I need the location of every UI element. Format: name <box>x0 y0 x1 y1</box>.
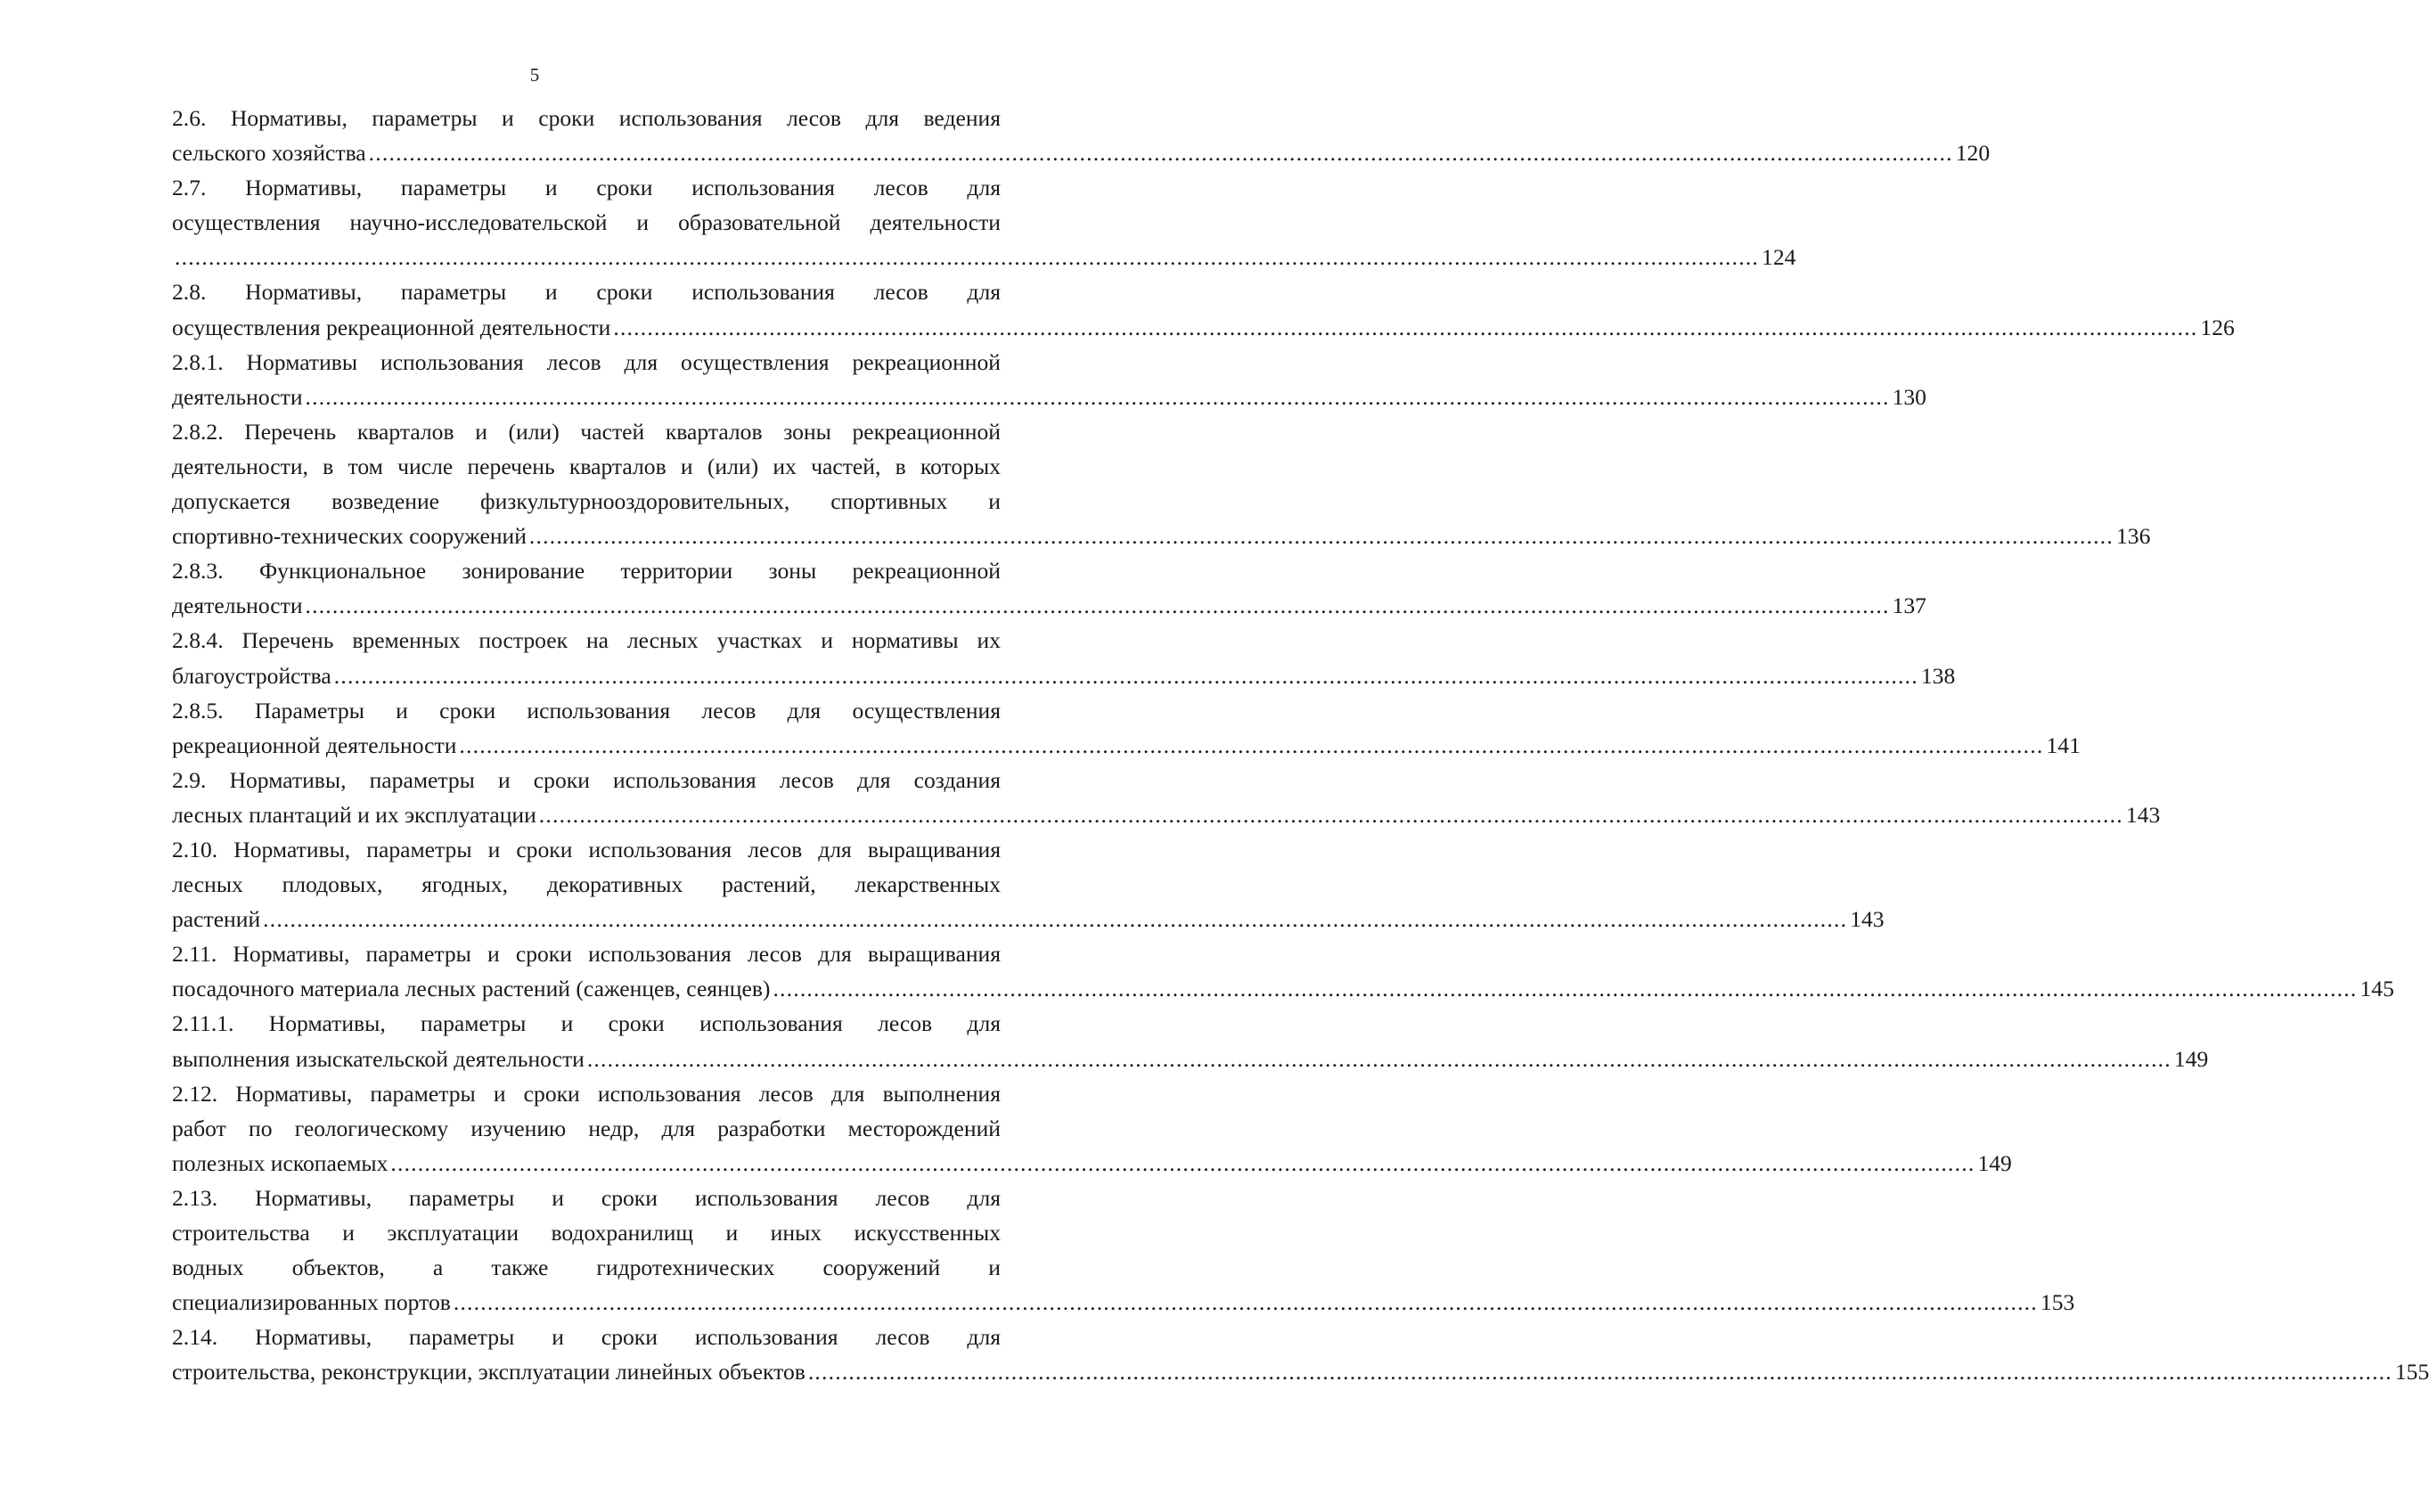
toc-entry-line: деятельности, в том числе перечень кварталов и (или) их частей, в которых <box>172 453 1001 479</box>
toc-entry-line: лесных плодовых, ягодных, декоративных растений, лекарственных <box>172 871 1001 898</box>
toc-entry[interactable] <box>172 832 1885 936</box>
toc-entry-line: 2.11.1. Нормативы, параметры и сроки использования лесов для <box>172 1010 1001 1037</box>
toc-entry-last-line <box>172 797 2161 832</box>
table-of-contents <box>172 101 2429 1389</box>
toc-entry[interactable] <box>172 170 1796 274</box>
toc-page-number: 141 <box>2046 731 2081 758</box>
toc-entry-line: водных объектов, а также гидротехнических сооружений и <box>172 1255 1001 1281</box>
toc-page-number: 124 <box>1762 244 1796 271</box>
dot-leader: .......................................................................................................................................................................................................................................... <box>175 244 1760 271</box>
toc-entry-title-end: сельского хозяйства <box>172 140 366 167</box>
toc-entry-last-line <box>172 380 1926 414</box>
toc-page-number: 126 <box>2200 314 2235 340</box>
toc-entry[interactable] <box>172 1076 2012 1181</box>
toc-entry-last-line <box>172 310 2235 345</box>
dot-leader: .......................................................................................................................................................................................................................................... <box>390 1149 1975 1176</box>
toc-entry-title-end: деятельности <box>172 383 303 410</box>
toc-entry[interactable] <box>172 763 2161 832</box>
toc-page-number: 137 <box>1892 593 1926 619</box>
toc-entry-line: 2.8. Нормативы, параметры и сроки использования лесов для <box>172 279 1001 306</box>
toc-entry-title-end: растений <box>172 906 261 933</box>
toc-entry-line: 2.8.5. Параметры и сроки использования лесов для осуществления <box>172 697 1001 723</box>
toc-entry-line: 2.8.1. Нормативы использования лесов для осуществления рекреационной <box>172 348 1001 375</box>
toc-page-number: 143 <box>2125 801 2161 828</box>
toc-entry-last-line <box>172 1285 2075 1320</box>
toc-page-number: 153 <box>2040 1289 2075 1316</box>
toc-page-number: 145 <box>2359 976 2394 1002</box>
toc-entry-line: 2.14. Нормативы, параметры и сроки использования лесов для <box>172 1324 1001 1351</box>
toc-entry-title-end: благоустройства <box>172 662 331 689</box>
toc-entry-last-line <box>172 1042 2209 1076</box>
toc-entry[interactable] <box>172 623 1956 692</box>
toc-entry-line: 2.8.3. Функциональное зонирование территории зоны рекреационной <box>172 558 1001 584</box>
page-number: 5 <box>529 64 540 86</box>
toc-page-number: 149 <box>1977 1149 2012 1176</box>
toc-entry-line: 2.11. Нормативы, параметры и сроки использования лесов для выращивания <box>172 941 1001 968</box>
dot-leader: .......................................................................................................................................................................................................................................... <box>305 383 1890 410</box>
toc-entry[interactable] <box>172 1006 2209 1075</box>
toc-entry-line: 2.8.2. Перечень кварталов и (или) частей кварталов зоны рекреационной <box>172 418 1001 445</box>
toc-entry-last-line <box>172 135 1991 170</box>
toc-page-number: 130 <box>1892 383 1926 410</box>
dot-leader: .......................................................................................................................................................................................................................................... <box>263 906 1848 933</box>
dot-leader: .......................................................................................................................................................................................................................................... <box>538 801 2123 828</box>
dot-leader: .......................................................................................................................................................................................................................................... <box>453 1289 2038 1316</box>
toc-entry[interactable] <box>172 553 1926 623</box>
dot-leader: .......................................................................................................................................................................................................................................... <box>613 314 2198 340</box>
toc-page-number: 136 <box>2115 523 2151 550</box>
toc-entry-title-end: осуществления рекреационной деятельности <box>172 314 611 340</box>
dot-leader: .......................................................................................................................................................................................................................................... <box>305 593 1890 619</box>
toc-entry-title-end: выполнения изыскательской деятельности <box>172 1045 585 1072</box>
toc-entry-line: 2.8.4. Перечень временных построек на лесных участках и нормативы их <box>172 627 1001 654</box>
toc-entry[interactable] <box>172 693 2081 763</box>
toc-entry[interactable] <box>172 274 2235 344</box>
toc-entry-line: 2.6. Нормативы, параметры и сроки использования лесов для ведения <box>172 105 1001 131</box>
toc-entry-last-line <box>172 902 1885 936</box>
toc-entry-last-line <box>172 1354 2429 1389</box>
toc-entry[interactable] <box>172 345 1926 414</box>
toc-entry-last-line <box>172 588 1926 623</box>
toc-entry-last-line <box>172 658 1956 693</box>
toc-entry-title-end: специализированных портов <box>172 1289 451 1316</box>
toc-entry-title-end: посадочного материала лесных растений (саженцев, сеянцев) <box>172 976 771 1002</box>
toc-entry-title-end: деятельности <box>172 593 303 619</box>
toc-entry-line: допускается возведение физкультурнооздоровительных, спортивных и <box>172 488 1001 515</box>
toc-entry-line: 2.7. Нормативы, параметры и сроки использования лесов для <box>172 175 1001 201</box>
dot-leader: .......................................................................................................................................................................................................................................... <box>586 1045 2171 1072</box>
toc-entry-line: 2.12. Нормативы, параметры и сроки использования лесов для выполнения <box>172 1080 1001 1107</box>
dot-leader: .......................................................................................................................................................................................................................................... <box>368 140 1953 167</box>
toc-entry[interactable] <box>172 936 2394 1006</box>
toc-entry-last-line <box>172 728 2081 763</box>
toc-entry-title-end: рекреационной деятельности <box>172 731 457 758</box>
toc-page-number: 149 <box>2173 1045 2209 1072</box>
toc-entry-line: строительства и эксплуатации водохранилищ и иных искусственных <box>172 1220 1001 1246</box>
toc-entry[interactable] <box>172 414 2151 553</box>
dot-leader: .......................................................................................................................................................................................................................................... <box>528 523 2114 550</box>
toc-entry-line: работ по геологическому изучению недр, для разработки месторождений <box>172 1115 1001 1141</box>
toc-entry-line: осуществления научно-исследовательской и образовательной деятельности <box>172 209 1001 236</box>
toc-entry-last-line <box>172 1146 2012 1181</box>
toc-entry-line: 2.13. Нормативы, параметры и сроки использования лесов для <box>172 1184 1001 1211</box>
dot-leader: .......................................................................................................................................................................................................................................... <box>459 731 2044 758</box>
toc-entry-last-line <box>172 519 2151 553</box>
dot-leader: .......................................................................................................................................................................................................................................... <box>773 976 2358 1002</box>
toc-entry-title-end: строительства, реконструкции, эксплуатации линейных объектов <box>172 1359 806 1385</box>
toc-entry[interactable] <box>172 101 1991 170</box>
toc-page-number: 120 <box>1955 140 1991 167</box>
toc-entry-title-end: полезных ископаемых <box>172 1149 388 1176</box>
toc-page-number: 155 <box>2394 1359 2429 1385</box>
dot-leader: .......................................................................................................................................................................................................................................... <box>333 662 1918 689</box>
toc-entry-line: 2.9. Нормативы, параметры и сроки использования лесов для создания <box>172 766 1001 793</box>
dot-leader: .......................................................................................................................................................................................................................................... <box>807 1359 2392 1385</box>
toc-entry-title-end: лесных плантаций и их эксплуатации <box>172 801 536 828</box>
toc-entry-last-line <box>172 240 1796 274</box>
toc-page-number: 143 <box>1850 906 1885 933</box>
toc-page-number: 138 <box>1920 662 1956 689</box>
toc-entry[interactable] <box>172 1181 2075 1320</box>
toc-entry[interactable] <box>172 1320 2429 1389</box>
toc-entry-title-end: спортивно-технических сооружений <box>172 523 527 550</box>
toc-entry-last-line <box>172 971 2394 1006</box>
toc-entry-line: 2.10. Нормативы, параметры и сроки использования лесов для выращивания <box>172 836 1001 862</box>
